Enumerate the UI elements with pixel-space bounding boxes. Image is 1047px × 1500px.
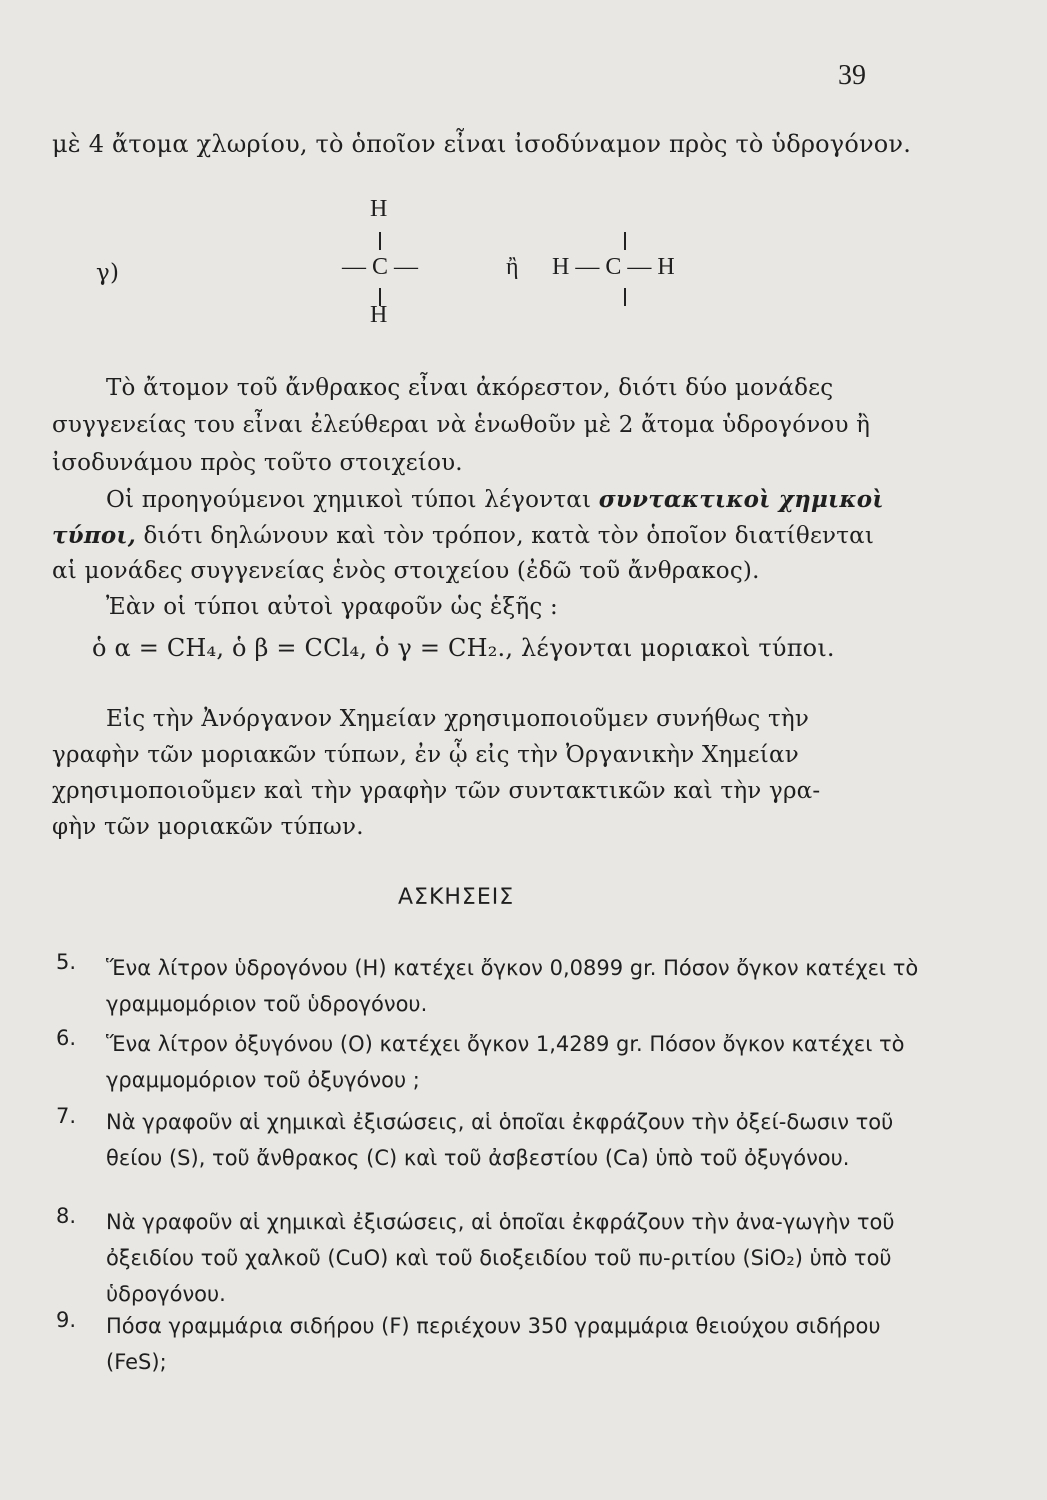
exercise-number: 9. — [56, 1308, 77, 1332]
text-span: διότι δηλώνουν καὶ τὸν τρόπον, κατὰ τὸν ὁποῖον διατίθενται — [135, 523, 875, 549]
text-line: χρησιμοποιοῦμεν καὶ τὴν γραφὴν τῶν συντακτικῶν καὶ τὴν γρα- — [52, 778, 821, 804]
term-emphasis: συντακτικοὶ χημικοὶ — [598, 486, 884, 513]
bond-line — [624, 288, 626, 306]
page-number: 39 — [838, 60, 866, 91]
exercise-text: Ἕνα λίτρον ὑδρογόνου (Η) κατέχει ὄγκον 0,0899 gr. Πόσον ὄγκον κατέχει τὸ γραμμομόριον τοῦ ὑδρογόνου. — [106, 956, 919, 1016]
or-label: ἢ — [506, 254, 519, 280]
term-emphasis: τύποι, — [52, 522, 136, 549]
formula-left-top-h: H — [370, 196, 388, 222]
text-line: ἰσοδυνάμου πρὸς τοῦτο στοιχείου. — [52, 450, 463, 476]
formula-left-bottom-h: H — [370, 302, 388, 328]
text-line: αἱ μονάδες συγγενείας ἑνὸς στοιχείου (ἐδῶ τοῦ ἄνθρακος). — [52, 558, 760, 584]
molecular-formula-line: ὁ α = CH₄, ὁ β = CCl₄, ὁ γ = CH₂., λέγονται μοριακοὶ τύποι. — [92, 634, 835, 662]
exercise-number: 6. — [56, 1026, 77, 1050]
text-line — [52, 522, 874, 549]
text-span: Οἱ προηγούμενοι χημικοὶ τύποι λέγονται — [106, 487, 599, 513]
exercise-text: Νὰ γραφοῦν αἱ χημικαὶ ἐξισώσεις, αἱ ὁποῖαι ἐκφράζουν τὴν ἀνα-γωγὴν τοῦ ὀξειδίου τοῦ χαλκοῦ (CuO) καὶ τοῦ διοξειδίου τοῦ πυ-ριτίου (SiO₂) ὑπὸ τοῦ ὑδρογόνου. — [106, 1210, 895, 1306]
formula-right-center: H — C — H — [552, 254, 675, 280]
exercise-number: 8. — [56, 1204, 77, 1228]
exercise-text: Ἕνα λίτρον ὀξυγόνου (Ο) κατέχει ὄγκον 1,4289 gr. Πόσον ὄγκον κατέχει τὸ γραμμομόριον τοῦ ὀξυγόνου ; — [106, 1032, 905, 1092]
exercises-heading: ΑΣΚΗΣΕΙΣ — [398, 885, 515, 910]
bond-line — [379, 232, 381, 250]
gamma-label: γ) — [96, 260, 120, 286]
exercise-text: Πόσα γραμμάρια σιδήρου (F) περιέχουν 350 γραμμάρια θειούχου σιδήρου (FeS); — [106, 1314, 881, 1374]
bond-line — [624, 232, 626, 250]
exercise-number: 5. — [56, 950, 77, 974]
exercise-number: 7. — [56, 1104, 77, 1128]
text-line — [106, 486, 884, 513]
text-line: γραφὴν τῶν μοριακῶν τύπων, ἐν ᾧ εἰς τὴν Ὀργανικὴν Χημείαν — [52, 742, 799, 768]
formula-left-center: — C — — [342, 254, 419, 280]
intro-line: μὲ 4 ἄτομα χλωρίου, τὸ ὁποῖον εἶναι ἰσοδύναμον πρὸς τὸ ὑδρογόνον. — [52, 130, 912, 158]
text-line: συγγενείας του εἶναι ἐλεύθεραι νὰ ἑνωθοῦν μὲ 2 ἄτομα ὑδρογόνου ἢ — [52, 412, 871, 438]
text-line: Τὸ ἄτομον τοῦ ἄνθρακος εἶναι ἀκόρεστον, διότι δύο μονάδες — [106, 375, 834, 401]
exercise-text: Νὰ γραφοῦν αἱ χημικαὶ ἐξισώσεις, αἱ ὁποῖαι ἐκφράζουν τὴν ὀξεί-δωσιν τοῦ θείου (S), τοῦ ἄνθρακος (C) καὶ τοῦ ἀσβεστίου (Ca) ὑπὸ τοῦ ὀξυγόνου. — [106, 1110, 894, 1170]
text-line: Εἰς τὴν Ἀνόργανον Χημείαν χρησιμοποιοῦμεν συνήθως τὴν — [106, 706, 810, 732]
text-line: φὴν τῶν μοριακῶν τύπων. — [52, 814, 364, 840]
text-line: Ἐὰν οἱ τύποι αὐτοὶ γραφοῦν ὡς ἑξῆς : — [106, 594, 558, 620]
